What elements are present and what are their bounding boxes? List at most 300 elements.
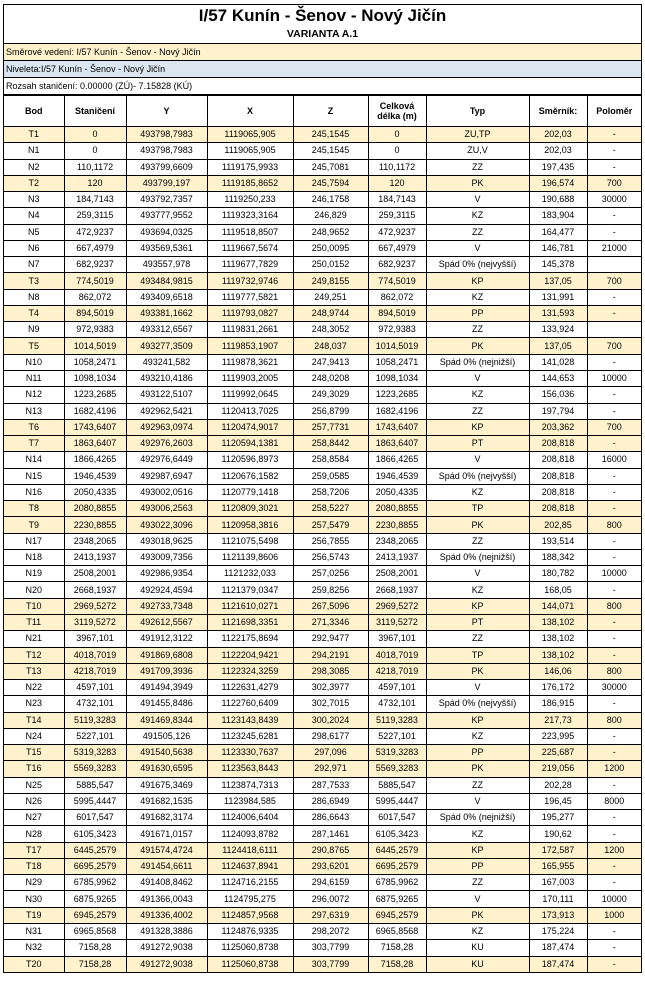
- vertical-alignment-info: Niveleta:I/57 Kunín - Šenov - Nový Jičín: [4, 61, 641, 78]
- cell-z: 250,0095: [293, 240, 368, 256]
- cell-staniceni: 1098,1034: [64, 370, 126, 386]
- cell-z: 245,1545: [293, 127, 368, 143]
- cell-smernik: 202,03: [529, 127, 587, 143]
- cell-y: 491455,8486: [126, 696, 207, 712]
- cell-polomer: 800: [587, 517, 641, 533]
- cell-celkova-delka: 6965,8568: [368, 924, 426, 940]
- cell-x: 1123984,585: [207, 793, 293, 809]
- cell-celkova-delka: 2230,8855: [368, 517, 426, 533]
- cell-typ: PK: [426, 907, 529, 923]
- cell-smernik: 131,593: [529, 305, 587, 321]
- cell-y: 491366,0043: [126, 891, 207, 907]
- cell-polomer: -: [587, 728, 641, 744]
- cell-typ: Spád 0% (nejnižší): [426, 354, 529, 370]
- cell-smernik: 208,818: [529, 436, 587, 452]
- cell-y: 491336,4002: [126, 907, 207, 923]
- cell-z: 258,5227: [293, 501, 368, 517]
- cell-staniceni: 894,5019: [64, 305, 126, 321]
- cell-y: 493210,4186: [126, 370, 207, 386]
- cell-polomer: -: [587, 810, 641, 826]
- cell-typ: V: [426, 793, 529, 809]
- cell-z: 271,3346: [293, 614, 368, 630]
- table-row: [4, 127, 641, 143]
- cell-x: 1120779,1418: [207, 484, 293, 500]
- cell-bod: T11: [4, 614, 64, 630]
- cell-z: 245,7594: [293, 175, 368, 191]
- cell-x: 1121075,5498: [207, 533, 293, 549]
- cell-polomer: -: [587, 208, 641, 224]
- cell-staniceni: 5319,3283: [64, 745, 126, 761]
- cell-typ: Spád 0% (nejvyšší): [426, 468, 529, 484]
- cell-bod: N15: [4, 468, 64, 484]
- cell-polomer: 30000: [587, 192, 641, 208]
- table-row: [4, 452, 641, 468]
- cell-celkova-delka: 894,5019: [368, 305, 426, 321]
- cell-z: 257,7731: [293, 419, 368, 435]
- cell-z: 248,9652: [293, 224, 368, 240]
- cell-bod: T16: [4, 761, 64, 777]
- cell-staniceni: 3967,101: [64, 631, 126, 647]
- cell-bod: N2: [4, 159, 64, 175]
- cell-polomer: -: [587, 614, 641, 630]
- cell-polomer: -: [587, 826, 641, 842]
- cell-x: 1124857,9568: [207, 907, 293, 923]
- cell-bod: T3: [4, 273, 64, 289]
- cell-x: 1119667,5674: [207, 240, 293, 256]
- cell-bod: N25: [4, 777, 64, 793]
- cell-smernik: 167,003: [529, 875, 587, 891]
- cell-polomer: -: [587, 127, 641, 143]
- cell-polomer: 16000: [587, 452, 641, 468]
- cell-polomer: 8000: [587, 793, 641, 809]
- cell-x: 1119853,1907: [207, 338, 293, 354]
- cell-celkova-delka: 2969,5272: [368, 598, 426, 614]
- cell-bod: T17: [4, 842, 64, 858]
- cell-bod: N8: [4, 289, 64, 305]
- cell-z: 298,3085: [293, 663, 368, 679]
- cell-y: 493312,6567: [126, 322, 207, 338]
- cell-bod: T13: [4, 663, 64, 679]
- cell-polomer: 700: [587, 273, 641, 289]
- cell-staniceni: 5569,3283: [64, 761, 126, 777]
- cell-y: 491912,3122: [126, 631, 207, 647]
- cell-typ: V: [426, 680, 529, 696]
- cell-y: 493798,7983: [126, 127, 207, 143]
- cell-typ: KP: [426, 712, 529, 728]
- table-row: [4, 517, 641, 533]
- table-row: [4, 842, 641, 858]
- cell-celkova-delka: 774,5019: [368, 273, 426, 289]
- cell-bod: N29: [4, 875, 64, 891]
- cell-staniceni: 5119,3283: [64, 712, 126, 728]
- cell-z: 286,6643: [293, 810, 368, 826]
- cell-celkova-delka: 0: [368, 127, 426, 143]
- cell-z: 292,9477: [293, 631, 368, 647]
- cell-bod: N14: [4, 452, 64, 468]
- table-row: [4, 907, 641, 923]
- cell-y: 491540,5638: [126, 745, 207, 761]
- cell-staniceni: 110,1172: [64, 159, 126, 175]
- cell-x: 1121139,8606: [207, 549, 293, 565]
- cell-x: 1122631,4279: [207, 680, 293, 696]
- cell-x: 1124795,275: [207, 891, 293, 907]
- cell-staniceni: 1863,6407: [64, 436, 126, 452]
- column-header-staniceni: Staničení: [64, 96, 126, 127]
- cell-bod: N13: [4, 403, 64, 419]
- cell-staniceni: 4018,7019: [64, 647, 126, 663]
- table-row: [4, 436, 641, 452]
- cell-bod: N23: [4, 696, 64, 712]
- cell-smernik: 186,915: [529, 696, 587, 712]
- table-row: [4, 484, 641, 500]
- cell-bod: N27: [4, 810, 64, 826]
- cell-y: 492986,9354: [126, 566, 207, 582]
- cell-y: 491454,6611: [126, 858, 207, 874]
- cell-smernik: 225,687: [529, 745, 587, 761]
- cell-bod: T20: [4, 956, 64, 972]
- cell-bod: N1: [4, 143, 64, 159]
- cell-polomer: -: [587, 549, 641, 565]
- cell-bod: N10: [4, 354, 64, 370]
- cell-smernik: 208,818: [529, 452, 587, 468]
- cell-z: 246,829: [293, 208, 368, 224]
- cell-polomer: -: [587, 924, 641, 940]
- cell-smernik: 175,224: [529, 924, 587, 940]
- cell-typ: ZZ: [426, 875, 529, 891]
- cell-x: 1121379,0347: [207, 582, 293, 598]
- table-row: [4, 387, 641, 403]
- cell-celkova-delka: 6445,2579: [368, 842, 426, 858]
- cell-polomer: -: [587, 159, 641, 175]
- cell-celkova-delka: 1098,1034: [368, 370, 426, 386]
- cell-polomer: 700: [587, 175, 641, 191]
- cell-z: 257,0256: [293, 566, 368, 582]
- cell-x: 1124876,9335: [207, 924, 293, 940]
- table-row: [4, 419, 641, 435]
- cell-staniceni: 2050,4335: [64, 484, 126, 500]
- cell-y: 491630,6595: [126, 761, 207, 777]
- cell-x: 1121232,033: [207, 566, 293, 582]
- cell-staniceni: 5885,547: [64, 777, 126, 793]
- cell-bod: N7: [4, 257, 64, 273]
- cell-polomer: 21000: [587, 240, 641, 256]
- cell-x: 1124006,6404: [207, 810, 293, 826]
- table-row: [4, 728, 641, 744]
- column-header-bod: Bod: [4, 96, 64, 127]
- cell-x: 1120474,9017: [207, 419, 293, 435]
- cell-staniceni: 1058,2471: [64, 354, 126, 370]
- cell-staniceni: 2668,1937: [64, 582, 126, 598]
- cell-polomer: -: [587, 696, 641, 712]
- cell-z: 287,1461: [293, 826, 368, 842]
- cell-y: 493799,197: [126, 175, 207, 191]
- cell-smernik: 202,28: [529, 777, 587, 793]
- cell-bod: T12: [4, 647, 64, 663]
- cell-typ: ZU,TP: [426, 127, 529, 143]
- cell-z: 287,7533: [293, 777, 368, 793]
- cell-smernik: 193,514: [529, 533, 587, 549]
- cell-bod: N30: [4, 891, 64, 907]
- cell-smernik: 208,818: [529, 501, 587, 517]
- cell-celkova-delka: 2668,1937: [368, 582, 426, 598]
- cell-staniceni: 5995,4447: [64, 793, 126, 809]
- cell-celkova-delka: 7158,28: [368, 940, 426, 956]
- cell-z: 286,6949: [293, 793, 368, 809]
- cell-y: 492924,4594: [126, 582, 207, 598]
- cell-smernik: 208,818: [529, 484, 587, 500]
- cell-z: 302,7015: [293, 696, 368, 712]
- cell-y: 491675,3469: [126, 777, 207, 793]
- cell-x: 1121610,0271: [207, 598, 293, 614]
- cell-typ: Spád 0% (nejvyšší): [426, 257, 529, 273]
- cell-polomer: [587, 257, 641, 273]
- cell-y: 491574,4724: [126, 842, 207, 858]
- cell-smernik: 137,05: [529, 273, 587, 289]
- cell-celkova-delka: 1946,4539: [368, 468, 426, 484]
- cell-smernik: 208,818: [529, 468, 587, 484]
- cell-celkova-delka: 3967,101: [368, 631, 426, 647]
- cell-typ: ZZ: [426, 533, 529, 549]
- cell-polomer: 700: [587, 338, 641, 354]
- cell-staniceni: 1743,6407: [64, 419, 126, 435]
- cell-bod: N28: [4, 826, 64, 842]
- cell-typ: TP: [426, 501, 529, 517]
- cell-x: 1120958,3816: [207, 517, 293, 533]
- cell-z: 256,7855: [293, 533, 368, 549]
- cell-celkova-delka: 259,3115: [368, 208, 426, 224]
- cell-staniceni: 1946,4539: [64, 468, 126, 484]
- cell-smernik: 196,574: [529, 175, 587, 191]
- cell-bod: T4: [4, 305, 64, 321]
- cell-celkova-delka: 1863,6407: [368, 436, 426, 452]
- cell-z: 298,2072: [293, 924, 368, 940]
- cell-celkova-delka: 6785,9962: [368, 875, 426, 891]
- cell-z: 248,037: [293, 338, 368, 354]
- cell-staniceni: 1014,5019: [64, 338, 126, 354]
- cell-typ: PP: [426, 858, 529, 874]
- table-row: [4, 875, 641, 891]
- cell-polomer: [587, 322, 641, 338]
- table-row: [4, 614, 641, 630]
- cell-bod: N12: [4, 387, 64, 403]
- cell-smernik: 190,62: [529, 826, 587, 842]
- table-row: [4, 501, 641, 517]
- cell-celkova-delka: 1866,4265: [368, 452, 426, 468]
- cell-z: 296,0072: [293, 891, 368, 907]
- cell-smernik: 156,036: [529, 387, 587, 403]
- cell-smernik: 183,904: [529, 208, 587, 224]
- cell-smernik: 138,102: [529, 631, 587, 647]
- cell-typ: PK: [426, 175, 529, 191]
- cell-smernik: 187,474: [529, 956, 587, 972]
- cell-staniceni: 6445,2579: [64, 842, 126, 858]
- cell-typ: KZ: [426, 387, 529, 403]
- cell-smernik: 190,688: [529, 192, 587, 208]
- cell-polomer: -: [587, 647, 641, 663]
- cell-bod: N32: [4, 940, 64, 956]
- cell-typ: KU: [426, 940, 529, 956]
- cell-smernik: 196,45: [529, 793, 587, 809]
- cell-x: 1119831,2661: [207, 322, 293, 338]
- cell-x: 1124093,8782: [207, 826, 293, 842]
- cell-polomer: -: [587, 305, 641, 321]
- cell-x: 1125060,8738: [207, 956, 293, 972]
- cell-typ: ZZ: [426, 777, 529, 793]
- cell-bod: N16: [4, 484, 64, 500]
- cell-celkova-delka: 5995,4447: [368, 793, 426, 809]
- cell-celkova-delka: 5119,3283: [368, 712, 426, 728]
- cell-typ: KP: [426, 598, 529, 614]
- cell-y: 492987,6947: [126, 468, 207, 484]
- cell-celkova-delka: 1682,4196: [368, 403, 426, 419]
- table-row: [4, 924, 641, 940]
- cell-z: 267,5096: [293, 598, 368, 614]
- cell-bod: N21: [4, 631, 64, 647]
- table-row: [4, 159, 641, 175]
- cell-staniceni: 6017,547: [64, 810, 126, 826]
- cell-polomer: -: [587, 875, 641, 891]
- table-row: [4, 761, 641, 777]
- cell-staniceni: 2969,5272: [64, 598, 126, 614]
- cell-typ: V: [426, 452, 529, 468]
- cell-bod: T7: [4, 436, 64, 452]
- cell-smernik: 176,172: [529, 680, 587, 696]
- table-row: [4, 826, 641, 842]
- cell-typ: Spád 0% (nejvyšší): [426, 696, 529, 712]
- cell-z: 249,3029: [293, 387, 368, 403]
- column-header-polomer: Poloměr: [587, 96, 641, 127]
- column-header-smernik: Směrník:: [529, 96, 587, 127]
- cell-smernik: 170,111: [529, 891, 587, 907]
- cell-celkova-delka: 4018,7019: [368, 647, 426, 663]
- cell-staniceni: 184,7143: [64, 192, 126, 208]
- table-row: [4, 598, 641, 614]
- cell-x: 1120596,8973: [207, 452, 293, 468]
- cell-celkova-delka: 1743,6407: [368, 419, 426, 435]
- alignment-table: [4, 95, 641, 972]
- cell-y: 491709,3936: [126, 663, 207, 679]
- cell-staniceni: 2080,8855: [64, 501, 126, 517]
- cell-y: 493694,0325: [126, 224, 207, 240]
- cell-x: 1123874,7313: [207, 777, 293, 793]
- cell-celkova-delka: 120: [368, 175, 426, 191]
- cell-y: 492962,5421: [126, 403, 207, 419]
- table-row: [4, 891, 641, 907]
- report-subtitle: VARIANTA A.1: [4, 27, 641, 44]
- cell-bod: T15: [4, 745, 64, 761]
- column-header-z: Z: [293, 96, 368, 127]
- table-row: [4, 240, 641, 256]
- cell-polomer: -: [587, 436, 641, 452]
- cell-smernik: 219,056: [529, 761, 587, 777]
- table-row: [4, 582, 641, 598]
- cell-z: 249,8155: [293, 273, 368, 289]
- cell-x: 1123563,8443: [207, 761, 293, 777]
- cell-z: 297,6319: [293, 907, 368, 923]
- cell-z: 248,0208: [293, 370, 368, 386]
- cell-z: 250,0152: [293, 257, 368, 273]
- cell-celkova-delka: 2508,2001: [368, 566, 426, 582]
- cell-bod: T1: [4, 127, 64, 143]
- cell-y: 492963,0974: [126, 419, 207, 435]
- cell-x: 1119323,3164: [207, 208, 293, 224]
- cell-y: 491505,126: [126, 728, 207, 744]
- cell-typ: KZ: [426, 208, 529, 224]
- cell-bod: N31: [4, 924, 64, 940]
- cell-typ: V: [426, 566, 529, 582]
- cell-polomer: 1200: [587, 761, 641, 777]
- cell-bod: T14: [4, 712, 64, 728]
- table-row: [4, 354, 641, 370]
- cell-celkova-delka: 2050,4335: [368, 484, 426, 500]
- cell-y: 493241,582: [126, 354, 207, 370]
- cell-x: 1119250,233: [207, 192, 293, 208]
- table-row: [4, 680, 641, 696]
- table-body: [4, 127, 641, 972]
- cell-celkova-delka: 5227,101: [368, 728, 426, 744]
- cell-z: 258,8584: [293, 452, 368, 468]
- cell-x: 1120413,7025: [207, 403, 293, 419]
- table-row: [4, 745, 641, 761]
- cell-polomer: -: [587, 501, 641, 517]
- cell-staniceni: 2348,2065: [64, 533, 126, 549]
- table-row: [4, 533, 641, 549]
- cell-x: 1119777,5821: [207, 289, 293, 305]
- table-row: [4, 322, 641, 338]
- cell-z: 259,8256: [293, 582, 368, 598]
- cell-polomer: -: [587, 956, 641, 972]
- cell-typ: PK: [426, 338, 529, 354]
- cell-typ: ZZ: [426, 159, 529, 175]
- cell-staniceni: 862,072: [64, 289, 126, 305]
- cell-celkova-delka: 4732,101: [368, 696, 426, 712]
- cell-bod: N4: [4, 208, 64, 224]
- cell-y: 491869,6808: [126, 647, 207, 663]
- cell-z: 248,3052: [293, 322, 368, 338]
- cell-z: 256,5743: [293, 549, 368, 565]
- cell-staniceni: 6695,2579: [64, 858, 126, 874]
- cell-typ: KP: [426, 842, 529, 858]
- cell-smernik: 202,03: [529, 143, 587, 159]
- cell-smernik: 146,781: [529, 240, 587, 256]
- cell-z: 256,8799: [293, 403, 368, 419]
- cell-celkova-delka: 184,7143: [368, 192, 426, 208]
- cell-y: 493381,1662: [126, 305, 207, 321]
- cell-staniceni: 3119,5272: [64, 614, 126, 630]
- cell-typ: KZ: [426, 826, 529, 842]
- cell-staniceni: 6875,9265: [64, 891, 126, 907]
- table-row: [4, 192, 641, 208]
- cell-celkova-delka: 3119,5272: [368, 614, 426, 630]
- cell-celkova-delka: 2080,8855: [368, 501, 426, 517]
- cell-celkova-delka: 472,9237: [368, 224, 426, 240]
- cell-typ: PT: [426, 614, 529, 630]
- cell-staniceni: 972,9383: [64, 322, 126, 338]
- cell-staniceni: 4597,101: [64, 680, 126, 696]
- cell-polomer: -: [587, 289, 641, 305]
- cell-staniceni: 6945,2579: [64, 907, 126, 923]
- cell-smernik: 197,435: [529, 159, 587, 175]
- table-row: [4, 289, 641, 305]
- cell-x: 1119518,8507: [207, 224, 293, 240]
- cell-typ: V: [426, 192, 529, 208]
- table-row: [4, 257, 641, 273]
- cell-typ: PK: [426, 517, 529, 533]
- cell-polomer: 10000: [587, 891, 641, 907]
- cell-celkova-delka: 5319,3283: [368, 745, 426, 761]
- cell-smernik: 168,05: [529, 582, 587, 598]
- cell-typ: PT: [426, 436, 529, 452]
